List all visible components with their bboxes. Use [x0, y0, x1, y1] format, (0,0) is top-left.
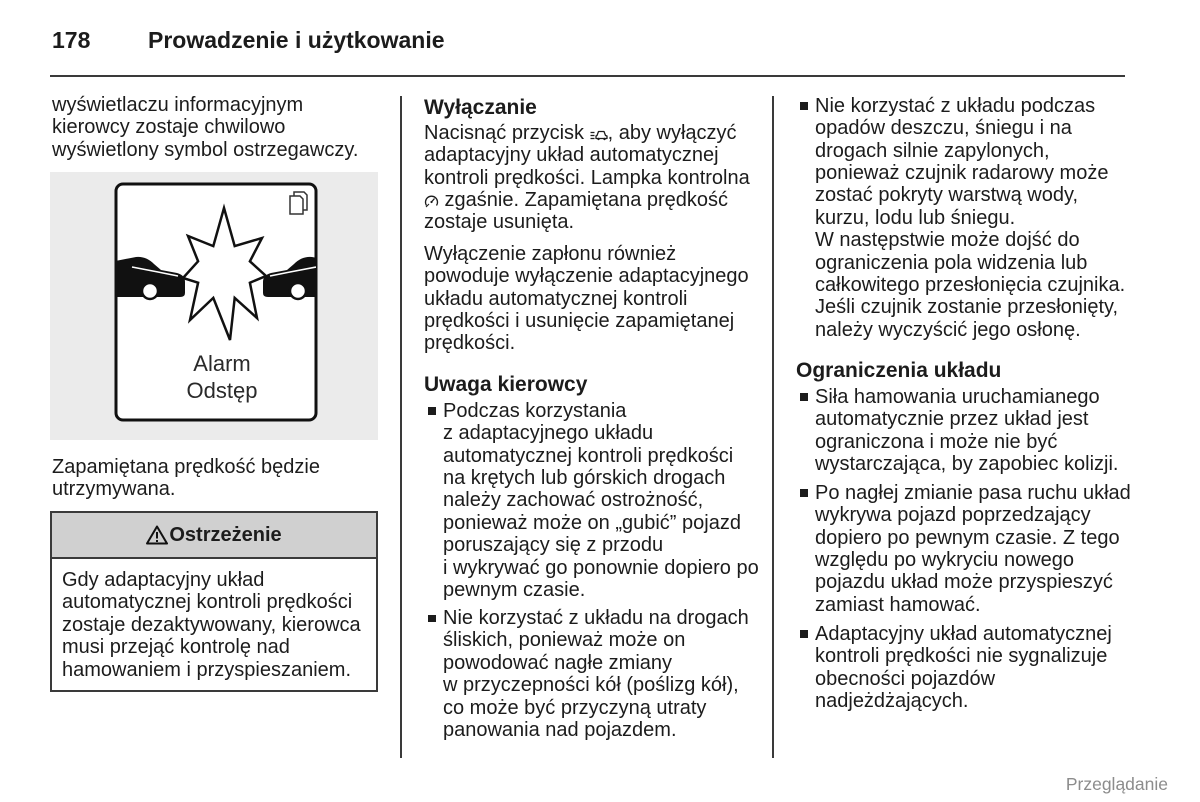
text-line: prędkości. — [424, 332, 516, 355]
cruise-control-button-icon — [590, 127, 608, 141]
text-line: na krętych lub górskich drogach — [443, 466, 726, 489]
section-heading-switch-off: Wyłączanie — [424, 96, 537, 119]
text-line: całkowitego przesłonięcia czujnika. — [815, 273, 1126, 296]
warning-header — [52, 513, 376, 559]
bullet-marker — [428, 407, 436, 415]
text-line: obecności pojazdów — [815, 667, 996, 690]
cruise-control-indicator-icon-graphic — [424, 194, 439, 208]
text-line: prędkości i usunięcie zapamiętanej — [424, 309, 735, 332]
bullet-marker — [800, 489, 808, 497]
text-line: z adaptacyjnego układu — [443, 422, 654, 445]
text-line: kurzu, lodu lub śniegu. — [815, 206, 1016, 229]
text-line: i wykrywać go ponownie dopiero po — [443, 556, 759, 579]
text-fragment: Nacisnąć przycisk — [424, 121, 590, 144]
illustration-panel — [50, 172, 378, 440]
text-line: ograniczona i może nie być — [815, 430, 1058, 453]
warning-line: musi przejąć kontrolę nad — [62, 636, 290, 659]
switch-off-paragraph — [424, 122, 750, 234]
bullet-item — [443, 400, 759, 602]
text-line: względu po wykryciu nowego — [815, 548, 1075, 571]
warning-line: automatycznej kontroli prędkości — [62, 591, 353, 614]
text-line: utrzymywana. — [52, 478, 176, 501]
warning-title: Ostrzeżenie — [169, 523, 282, 546]
text-line: dopiero po pewnym czasie. Z tego — [815, 526, 1120, 549]
text-line: opadów deszczu, śniegu i na — [815, 117, 1072, 140]
bullet-marker — [800, 393, 808, 401]
text-line: ograniczenia pola widzenia lub — [815, 251, 1088, 274]
text-line: nadjeżdżających. — [815, 689, 969, 712]
text-line: zostać pokryty warstwą wody, — [815, 184, 1079, 207]
footer-section-label: Przeglądanie — [1065, 774, 1168, 794]
text-line: Po nagłej zmianie pasa ruchu układ — [815, 481, 1131, 504]
header-rule — [50, 75, 1125, 77]
bullet-marker — [800, 102, 808, 110]
text-line: wystarczająca, by zapobiec kolizji. — [815, 452, 1119, 475]
bullet-item — [815, 623, 1112, 713]
text-line: wyświetlaczu informacyjnym — [52, 94, 304, 116]
text-line: automatycznej kontroli prędkości — [443, 444, 734, 467]
section-heading-limitations: Ograniczenia układu — [796, 359, 1002, 382]
ignition-off-paragraph — [424, 243, 749, 355]
text-line: układu automatycznej kontroli — [424, 287, 688, 310]
text-line: powodować nagłe zmiany — [443, 651, 673, 674]
text-line: Podczas korzystania — [443, 399, 627, 422]
section-heading-driver-attention: Uwaga kierowcy — [424, 373, 588, 396]
text-line: kontroli prędkości nie sygnalizuje — [815, 645, 1108, 668]
text-line: należy zachować ostrożność, — [443, 489, 704, 512]
warning-box — [50, 511, 378, 692]
speed-memory-paragraph — [52, 456, 320, 501]
text-line: drogach silnie zapylonych, — [815, 139, 1050, 162]
warning-triangle-icon-graphic — [146, 525, 168, 545]
text-line: powoduje wyłączenie adaptacyjnego — [424, 265, 749, 288]
text-line: wyświetlony symbol ostrzegawczy. — [52, 138, 359, 161]
warning-line: hamowaniem i przyspieszaniem. — [62, 658, 352, 681]
text-line: poruszający się z przodu — [443, 534, 664, 557]
document-icon — [290, 192, 307, 214]
warning-line: Gdy adaptacyjny układ — [62, 569, 265, 591]
page-number: 178 — [52, 27, 91, 53]
column-divider-left — [400, 96, 402, 758]
text-line: zamiast hamować. — [815, 593, 981, 616]
text-line: w przyczepności kół (poślizg kół), — [443, 674, 739, 697]
text-line: adaptacyjny układ automatycznej — [424, 144, 719, 167]
collision-alert-illustration — [50, 172, 378, 440]
illustration-label-distance: Odstęp — [186, 378, 258, 403]
illustration-label-alarm: Alarm — [193, 351, 251, 376]
text-line: Jeśli czujnik zostanie przesłonięty, — [815, 296, 1119, 319]
text-line: śliskich, ponieważ może on — [443, 629, 686, 652]
cruise-control-button-icon-graphic — [590, 127, 608, 141]
text-line: pojazdu układ może przyspieszyć — [815, 571, 1113, 594]
text-fragment: zgaśnie. Zapamiętana prędkość — [439, 188, 729, 211]
text-line: ponieważ może on „gubić” pojazd — [443, 511, 741, 534]
bullet-marker — [428, 615, 436, 623]
text-line: Nie korzystać z układu podczas — [815, 94, 1096, 117]
text-line: należy wyczyścić jego osłonę. — [815, 318, 1081, 341]
text-line: Nie korzystać z układu na drogach — [443, 607, 749, 629]
text-line: panowania nad pojazdem. — [443, 718, 677, 741]
cruise-control-indicator-icon — [424, 194, 439, 208]
bullet-marker — [800, 630, 808, 638]
bullet-item — [815, 482, 1131, 616]
column-divider-right — [772, 96, 774, 758]
text-line: Siła hamowania uruchamianego — [815, 385, 1100, 408]
warning-triangle-icon — [146, 525, 168, 545]
page-title: Prowadzenie i użytkowanie — [148, 27, 445, 53]
text-fragment: , aby wyłączyć — [607, 121, 737, 144]
text-line: ponieważ czujnik radarowy może — [815, 161, 1109, 184]
text-line: kierowcy zostaje chwilowo — [52, 116, 286, 139]
text-line: Zapamiętana prędkość będzie — [52, 456, 320, 478]
text-line: W następstwie może dojść do — [815, 229, 1080, 252]
text-line: Wyłączenie zapłonu również — [424, 242, 677, 265]
text-line: Adaptacyjny układ automatycznej — [815, 622, 1112, 645]
warning-body — [52, 559, 376, 681]
text-line — [424, 189, 750, 211]
warning-line: zostaje dezaktywowany, kierowca — [62, 613, 361, 636]
intro-paragraph — [52, 94, 358, 161]
text-line: co może być przyczyną utraty — [443, 696, 707, 719]
bullet-item — [443, 607, 749, 741]
text-line — [424, 122, 750, 144]
bullet-item — [815, 95, 1125, 341]
bullet-item — [815, 386, 1118, 476]
text-line: automatycznie przez układ jest — [815, 408, 1089, 431]
text-line: zostaje usunięta. — [424, 211, 575, 234]
text-line: wykrywa pojazd poprzedzający — [815, 504, 1091, 527]
text-line: kontroli prędkości. Lampka kontrolna — [424, 166, 750, 189]
text-line: pewnym czasie. — [443, 578, 586, 601]
